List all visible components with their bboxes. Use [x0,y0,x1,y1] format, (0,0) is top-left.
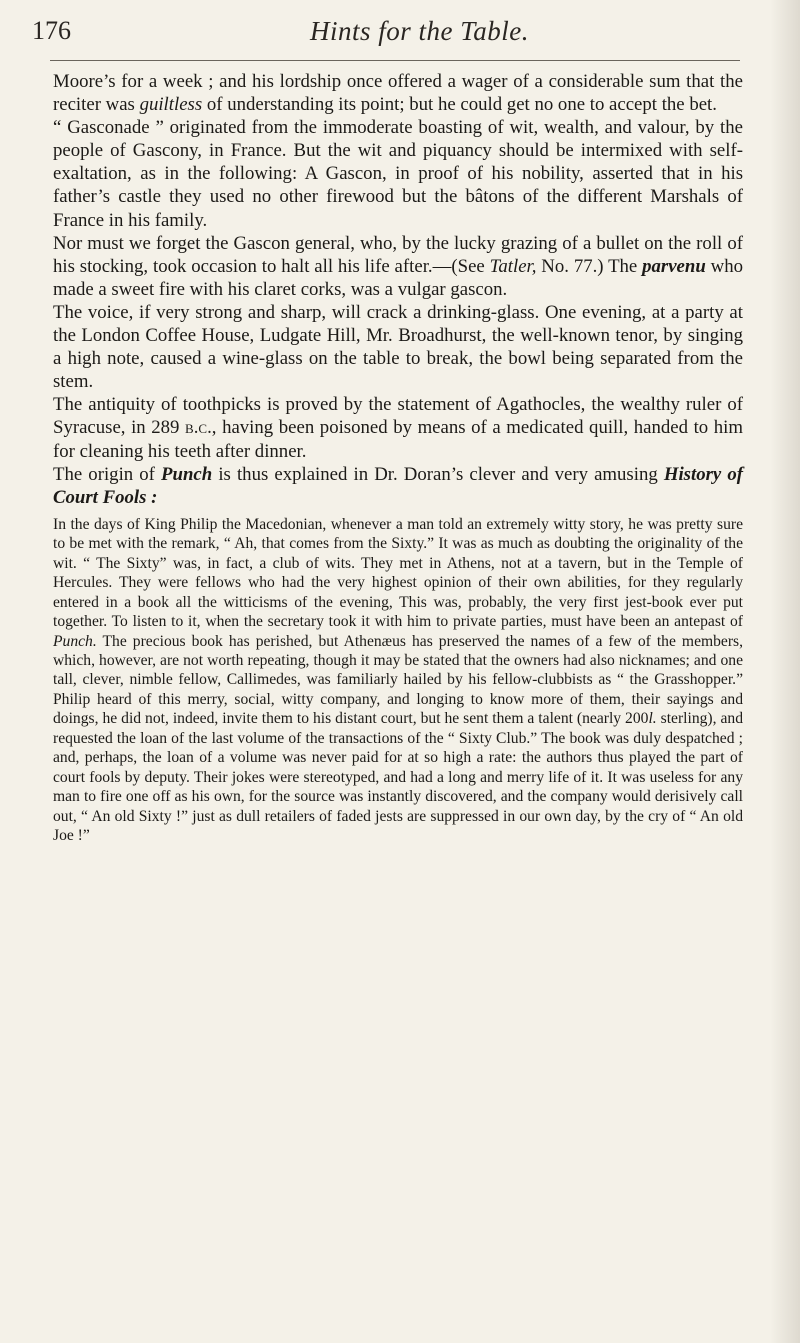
paragraph-moore: Moore’s for a week ; and his lordship once offered a wager of a considerable sum that the reciter was guiltless of understanding its point; but he could get no one to accept the bet. [53,71,743,116]
paragraph-punch-origin: The origin of Punch is thus explained in Dr. Doran’s clever and very amusing History of Court Fools : [53,463,743,508]
header-rule [50,60,740,61]
body-text [53,70,743,845]
page-number: 176 [32,16,71,45]
paragraph-toothpicks: The antiquity of toothpicks is proved by the statement of Agathocles, the wealthy ruler of Syracuse, in 289 b.c., having been poisoned by means of a medicated quill, handed to him for cleaning his teeth after dinner. [53,394,743,462]
page-edge-shadow [770,0,800,1343]
paragraph-gascon-general: Nor must we forget the Gascon general, who, by the lucky grazing of a bullet on the roll of his stocking, took occasion to halt all his life after.—(See Tatler, No. 77.) The parvenu who made a sweet fire with his claret corks, was a vulgar gascon. [53,232,743,300]
block-quote-sixty-club: In the days of King Philip the Macedonian, whenever a man told an extremely witty story, he was pretty sure to be met with the remark, “ Ah, that comes from the Sixty.” It was as much as doubting the originality of the wit. “ The Sixty” was, in fact, a club of wits. They met in Athens, not at a tavern, but in the Temple of Hercules. They were fellows who had the very highest opinion of their own abilities, for they regularly entered in a book all the witticisms of the evening, This was, probably, the very first jest-book ever put together. To listen to it, when the secretary took it with him to private parties, must have been an antepast of Punch. The precious book has perished, but Athenæus has preserved the names of a few of the members, which, however, are not worth repeating, though it may be stated that the owners had also nicknames; and one tall, clever, nimble fellow, Callimedes, was familiarly hailed by his fellow-clubbists as “ the Grasshopper.” Philip heard of this merry, social, witty company, and longing to know more of them, their sayings and doings, he did not, indeed, invite them to his distant court, but he sent them a talent (nearly 200l. sterling), and requested the loan of the last volume of the transactions of the “ Sixty Club.” The book was duly despatched ; and, perhaps, the loan of a volume was never paid for at so high a rate: the authors thus played the part of court fools by deputy. Their jokes were stereotyped, and had a long and merry life of it. It was useless for any man to fire one off as his own, for the source was instantly discovered, and the company would derisively call out, “ An old Sixty !” just as dull retailers of faded jests are suppressed in our own day, by the cry of “ An old Joe !” [53,515,743,845]
paragraph-gasconade: “ Gasconade ” originated from the immoderate boasting of wit, wealth, and valour, by the people of Gascony, in France. But the wit and piquancy should be intermixed with self-exaltation, as in the following: A Gascon, in proof of his nobility, asserted that in his father’s castle they used no other firewood but the bâtons of the different Marshals of France in his family. [53,117,743,231]
page-header [20,10,760,56]
running-head: Hints for the Table. [310,16,530,46]
paragraph-voice: The voice, if very strong and sharp, will crack a drinking-glass. One evening, at a party at the London Coffee House, Ludgate Hill, Mr. Broadhurst, the well-known tenor, by singing a high note, caused a wine-glass on the table to break, the bowl being separated from the stem. [53,301,743,393]
